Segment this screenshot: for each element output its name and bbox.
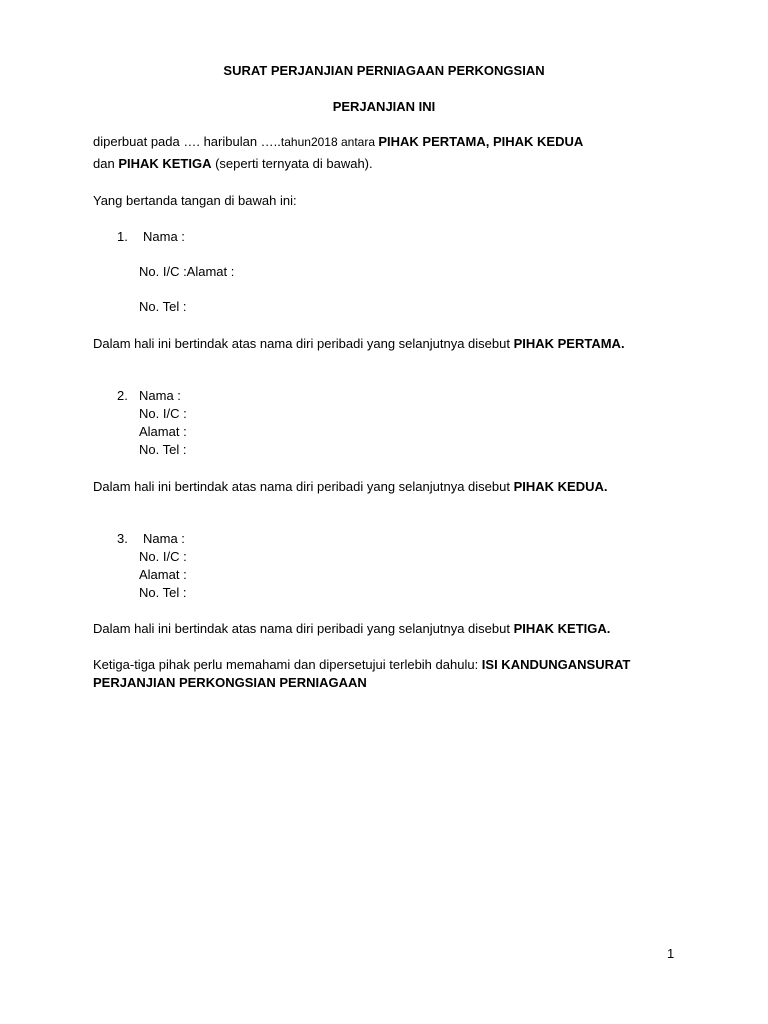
closing-line-2: PERJANJIAN PERKONGSIAN PERNIAGAAN xyxy=(93,675,367,690)
party1-tel: No. Tel : xyxy=(139,299,187,314)
document-subtitle: PERJANJIAN INI xyxy=(332,99,436,114)
party1-nama: Nama : xyxy=(143,229,185,244)
party2-ic: No. I/C : xyxy=(139,406,187,421)
party2-nama: Nama : xyxy=(139,388,181,403)
party3-tel: No. Tel : xyxy=(139,585,187,600)
party1-number: 1. xyxy=(117,229,128,244)
intro-tahun: tahun xyxy=(280,135,311,149)
party3-ic: No. I/C : xyxy=(139,549,187,564)
signers-label: Yang bertanda tangan di bawah ini: xyxy=(93,193,297,208)
party1-designation: PIHAK PERTAMA. xyxy=(513,336,625,351)
closing-text: Ketiga-tiga pihak perlu memahami dan dipersetujui terlebih dahulu: xyxy=(93,657,482,672)
party2-designation: PIHAK KEDUA. xyxy=(513,479,608,494)
intro-dan: dan xyxy=(93,156,119,171)
party2-statement xyxy=(93,478,607,496)
party3-nama: Nama : xyxy=(143,531,185,546)
party3-alamat: Alamat : xyxy=(139,567,187,582)
intro-text: diperbuat pada …. haribulan ….. xyxy=(93,134,281,149)
party3-statement-text: Dalam hali ini bertindak atas nama diri peribadi yang selanjutnya disebut xyxy=(93,621,514,636)
party2-statement-text: Dalam hali ini bertindak atas nama diri peribadi yang selanjutnya disebut xyxy=(93,479,514,494)
intro-party-2: PIHAK KEDUA xyxy=(492,134,584,149)
party2-tel: No. Tel : xyxy=(139,442,187,457)
party1-statement-text: Dalam hali ini bertindak atas nama diri peribadi yang selanjutnya disebut xyxy=(93,336,514,351)
intro-party-1: PIHAK PERTAMA xyxy=(378,134,486,149)
intro-separator: , xyxy=(485,134,493,149)
intro-year: 2018 xyxy=(310,135,338,149)
party1-ic-alamat: No. I/C :Alamat : xyxy=(139,264,235,279)
party2-alamat: Alamat : xyxy=(139,424,187,439)
intro-antara: antara xyxy=(337,135,379,149)
party2-number: 2. xyxy=(117,388,128,403)
party3-statement xyxy=(93,620,610,638)
intro-line-1 xyxy=(93,133,583,151)
page-number: 1 xyxy=(667,946,675,961)
party3-designation: PIHAK KETIGA. xyxy=(513,621,611,636)
closing-line-1 xyxy=(93,656,630,674)
closing-bold-1: ISI KANDUNGANSURAT xyxy=(481,657,631,672)
document-title: SURAT PERJANJIAN PERNIAGAAN PERKONGSIAN xyxy=(223,63,545,78)
intro-party-3: PIHAK KETIGA xyxy=(118,156,212,171)
intro-tail: (seperti ternyata di bawah). xyxy=(211,156,373,171)
party1-statement xyxy=(93,335,625,353)
party3-number: 3. xyxy=(117,531,128,546)
intro-line-2 xyxy=(93,155,373,173)
